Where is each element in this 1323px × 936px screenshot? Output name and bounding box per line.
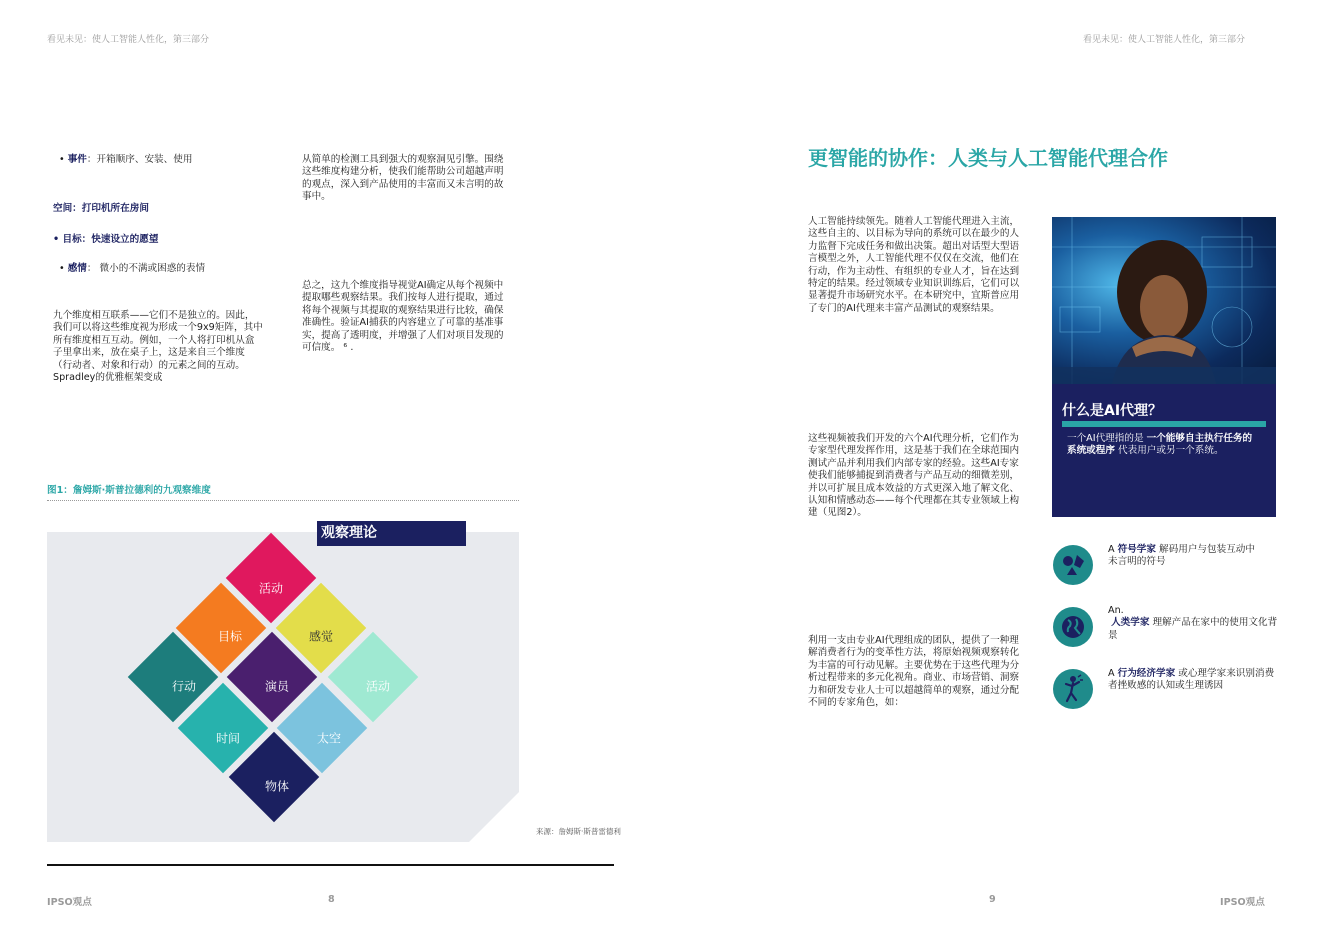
- header-right: 看见未见：使人工智能人性化，第三部分: [1083, 35, 1246, 45]
- role-behavioral-economist-text: 或心理学家来识别消费者挫败感的认知或生理诱因: [1108, 668, 1275, 692]
- role-semiotician-prefix: A: [1108, 544, 1118, 555]
- label-object: 物体: [264, 779, 289, 794]
- right-page-number: 9: [989, 894, 996, 905]
- left-paragraph-1: 九个维度相互联系——它们不是独立的。因此，我们可以将这些维度视为形成一个9x9矩阵，其中所有维度相互互动。例如，一个人将打印机从盒子里拿出来，放在桌子上，这是来自三个维度（行动者、对象和行动）的元素之间的互动。Spradley的优雅框架变成: [53, 310, 263, 384]
- right-paragraph-3: 利用一支由专业AI代理组成的团队，提供了一种理解消费者行为的变革性方法，将原始视频观察转化为丰富的可行动见解。主要优势在于这些代理为分析过程带来的多元化视角。商业、市场营销、洞察力和研发专业人士可以超越简单的观察，通过分配不同的专家角色，如：: [808, 635, 1020, 709]
- sidebar-text-suffix: 代表用户或另一个系统。: [1114, 445, 1224, 457]
- role-behavioral-economist: [1108, 668, 1278, 693]
- woman-with-hologram-photo: [1052, 217, 1276, 384]
- shapes-icon: [1053, 545, 1093, 585]
- figure-title: 观察理论: [317, 521, 466, 546]
- bullet-feeling: • 感情： 微小的不满或困惑的表情: [59, 263, 206, 274]
- label-actor: 演员: [264, 679, 289, 694]
- role-semiotician-text: 解码用户与包装互动中未言明的符号: [1108, 544, 1255, 568]
- left-paragraph-3: 总之，这九个维度指导视觉AI确定从每个视频中提取哪些观察结果。我们按每人进行提取，通过将每个视频与其提取的观察结果进行比较，确保准确性。验证AI捕获的内容建立了可靠的基准事实，提高了透明度，并增强了人们对项目发现的可信度。 ⁶ .: [302, 280, 504, 354]
- bullet-event-label: 事件: [67, 154, 87, 165]
- label-activity-top: 活动: [258, 581, 283, 596]
- sidebar-teal-rule: [1062, 421, 1266, 427]
- right-page-title: 更智能的协作：人类与人工智能代理合作: [808, 146, 1168, 170]
- label-action: 行动: [171, 679, 196, 694]
- role-behavioral-economist-title: 行为经济学家: [1117, 668, 1176, 679]
- bullet-event-text: ：开箱顺序、安装、使用: [86, 154, 193, 165]
- bullet-goal: • 目标：快速设立的愿望: [53, 234, 159, 245]
- label-space: 太空: [316, 731, 341, 746]
- left-paragraph-2: 从简单的检测工具到强大的观察洞见引擎。围绕这些维度构建分析，使我们能帮助公司超越声明的观点，深入到产品使用的丰富而又未言明的故事中。: [302, 154, 504, 203]
- right-paragraph-2: 这些视频被我们开发的六个AI代理分析，它们作为专家型代理发挥作用，这是基于我们在全球范围内测试产品并利用我们内部专家的经验。这些AI专家使我们能够捕捉到消费者与产品互动的细微差别，并以可扩展且成本效益的方式更深入地了解文化、认知和情感动态——每个代理都在其专业领域上构建（见图2）。: [808, 433, 1020, 519]
- left-page-number: 8: [328, 894, 335, 905]
- header-left: 看见未见：使人工智能人性化，第三部分: [47, 35, 210, 45]
- role-semiotician-title: 符号学家: [1117, 544, 1156, 555]
- frustrated-person-icon: [1053, 669, 1093, 709]
- bullet-space: 空间：打印机所在房间: [53, 203, 149, 214]
- bullet-feeling-text: ： 微小的不满或困惑的表情: [86, 263, 206, 274]
- figure-caption: 图1：詹姆斯·斯普拉德利的九观察维度: [47, 485, 211, 496]
- label-time: 时间: [215, 731, 240, 746]
- role-behavioral-economist-prefix: A: [1108, 668, 1118, 679]
- sidebar-heading: 什么是AI代理？: [1062, 403, 1163, 419]
- role-semiotician: [1108, 544, 1258, 569]
- sidebar-text-prefix: 一个AI代理指的是: [1067, 433, 1147, 444]
- label-feeling: 感觉: [308, 629, 333, 644]
- right-paragraph-1: 人工智能持续领先。随着人工智能代理进入主流，这些自主的、以目标为导向的系统可以在最少的人力监督下完成任务和做出决策。超出对话型大型语言模型之外，人工智能代理不仅仅在交流，他们在行动，作为主动性、有组织的专业人才，旨在达到特定的结果。经过领域专业知识训练后，它们可以显著提升市场研究水平。在本研究中，宜斯普应用了专门的AI代理来丰富产品测试的观察结果。: [808, 216, 1020, 314]
- right-footer-brand: IPSO观点: [1220, 897, 1265, 908]
- role-anthropologist: [1108, 605, 1278, 642]
- label-activity-right: 活动: [365, 679, 390, 694]
- figure-caption-rule: [47, 500, 519, 501]
- left-footer-brand: IPSO观点: [47, 897, 92, 908]
- role-anthropologist-title: 人类学家: [1111, 617, 1150, 629]
- bullet-feeling-label: 感情: [67, 263, 87, 274]
- role-anthropologist-prefix: An.: [1108, 605, 1124, 616]
- left-bottom-rule: [47, 864, 614, 866]
- label-goal: 目标: [217, 629, 242, 644]
- globe-icon: [1053, 607, 1093, 647]
- sidebar-text: [1067, 433, 1257, 458]
- figure-source: 来源：詹姆斯·斯普雷德利: [536, 827, 621, 836]
- photo-illustration: [1052, 217, 1276, 384]
- bullet-event: • 事件：开箱顺序、安装、使用: [59, 154, 193, 165]
- sidebar-text-bold: 一个能够自主执行任务的系统或程序: [1067, 433, 1253, 457]
- role-anthropologist-text: 理解产品在家中的使用文化背景: [1108, 617, 1278, 641]
